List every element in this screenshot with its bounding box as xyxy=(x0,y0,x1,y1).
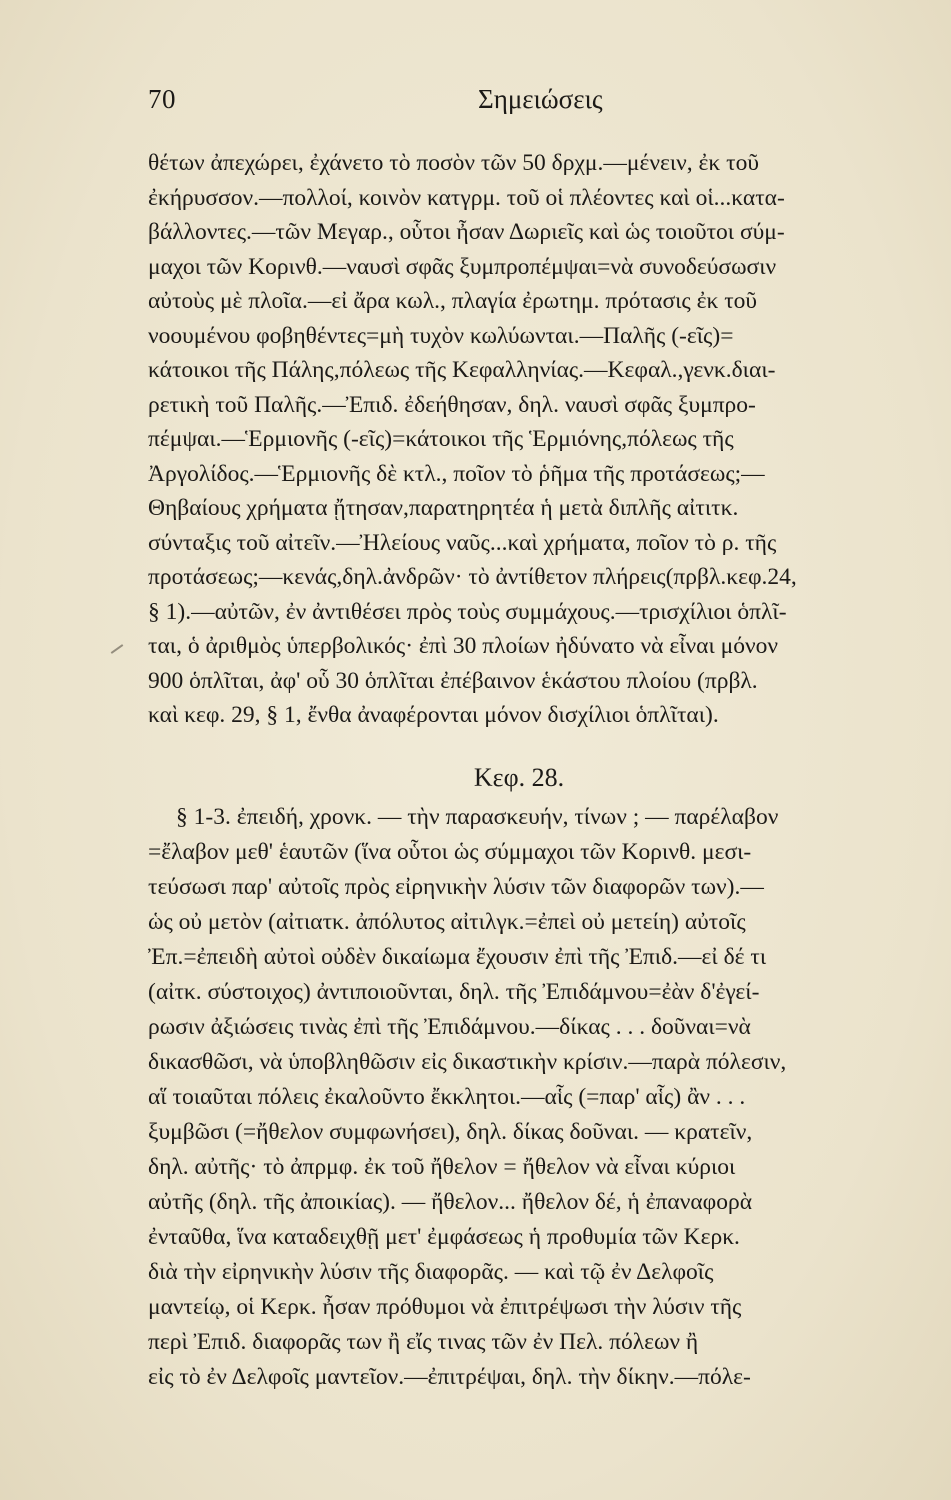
text-line: διὰ τὴν εἰρηνικὴν λύσιν τῆς διαφορᾶς. — καὶ τῷ ἐν Δελφοῖς xyxy=(148,1259,714,1285)
text-line: εἰς τὸ ἐν Δελφοῖς μαντεῖον.—ἐπιτρέψαι, δηλ. τὴν δίκην.—πόλε- xyxy=(148,1364,751,1390)
text-line: μαχοι τῶν Κορινθ.—ναυσὶ σφᾶς ξυμπροπέμψαι=νὰ συνοδεύσωσιν xyxy=(148,253,777,280)
text-line: ἐκήρυσσον.—πολλοί, κοινὸν κατγρμ. τοῦ οἱ πλέοντες καὶ οἱ...κατα- xyxy=(148,184,785,211)
text-line: ξυμβῶσι (=ἤθελον συμφωνήσει), δηλ. δίκας δοῦναι. — κρατεῖν, xyxy=(148,1119,753,1145)
text-line: νοουμένου φοβηθέντες=μὴ τυχὸν κωλύωνται.—Παλῆς (-εῖς)= xyxy=(148,322,734,349)
text-line: =ἔλαβον μεθ' ἑαυτῶν (ἵνα οὗτοι ὡς σύμμαχοι τῶν Κορινθ. μεσι- xyxy=(148,839,752,865)
text-line: δικασθῶσι, νὰ ὑποβληθῶσιν εἰς δικαστικὴν κρίσιν.—παρὰ πόλεσιν, xyxy=(148,1049,787,1075)
text-line: ρωσιν ἀξιώσεις τινὰς ἐπὶ τῆς Ἐπιδάμνου.—δίκας . . . δοῦναι=νὰ xyxy=(148,1014,751,1040)
text-line: πέμψαι.—Ἑρμιονῆς (-εῖς)=κάτοικοι τῆς Ἑρμιόνης,πόλεως τῆς xyxy=(148,426,734,452)
page-header xyxy=(148,84,890,124)
text-line: θέτων ἀπεχώρει, ἐχάνετο τὸ ποσὸν τῶν 50 δρχμ.—μένειν, ἐκ τοῦ xyxy=(148,150,759,176)
text-line: δηλ. αὐτῆς· τὸ ἀπρμφ. ἐκ τοῦ ἤθελον = ἤθελον νὰ εἶναι κύριοι xyxy=(148,1154,736,1180)
text-line: ρετικὴ τοῦ Παλῆς.—Ἐπιδ. ἐδεήθησαν, δηλ. ναυσὶ σφᾶς ξυμπρο- xyxy=(148,391,756,418)
text-line: αὐτοὺς μὲ πλοῖα.—εἰ ἄρα κωλ., πλαγία ἐρωτημ. πρότασις ἐκ τοῦ xyxy=(148,288,758,314)
text-line: αἵ τοιαῦται πόλεις ἐκαλοῦντο ἔκκλητοι.—αἷς (=παρ' αἷς) ἂν . . . xyxy=(148,1084,746,1110)
margin-mark xyxy=(111,644,124,654)
text-line: Ἀργολίδος.—Ἑρμιονῆς δὲ κτλ., ποῖον τὸ ῥῆμα τῆς προτάσεως;— xyxy=(148,460,765,487)
text-line: καὶ κεφ. 29, § 1, ἔνθα ἀναφέρονται μόνον δισχίλιοι ὁπλῖται). xyxy=(148,702,719,728)
text-line: περὶ Ἐπιδ. διαφορᾶς των ἢ εἴς τινας τῶν ἐν Πελ. πόλεων ἢ xyxy=(148,1329,699,1355)
text-line: προτάσεως;—κενάς,δηλ.ἀνδρῶν· τὸ ἀντίθετον πλήρεις(πρβλ.κεφ.24, xyxy=(148,564,797,590)
text-line: ἐνταῦθα, ἵνα καταδειχθῇ μετ' ἐμφάσεως ἡ προθυμία τῶν Κερκ. xyxy=(148,1224,740,1250)
text-line: ὡς οὐ μετὸν (αἰτιατκ. ἀπόλυτος αἰτιλγκ.=ἐπεὶ οὐ μετείη) αὐτοῖς xyxy=(148,909,746,935)
text-line: 900 ὁπλῖται, ἀφ' οὗ 30 ὁπλῖται ἐπέβαινον ἑκάστου πλοίου (πρβλ. xyxy=(148,667,758,694)
text-line: τεύσωσι παρ' αὐτοῖς πρὸς εἰρηνικὴν λύσιν τῶν διαφορῶν των).— xyxy=(148,874,764,900)
text-line: Ἐπ.=ἐπειδὴ αὐτοὶ οὐδὲν δικαίωμα ἔχουσιν ἐπὶ τῆς Ἐπιδ.—εἰ δέ τι xyxy=(148,944,767,970)
text-line: Θηβαίους χρήματα ᾔτησαν,παρατηρητέα ἡ μετὰ διπλῆς αἰτιτκ. xyxy=(148,495,739,521)
text-line: (αἰτκ. σύστοιχος) ἀντιποιοῦνται, δηλ. τῆς Ἐπιδάμνου=ἐὰν δ'ἐγεί- xyxy=(148,979,760,1005)
text-line: σύνταξις τοῦ αἰτεῖν.—Ἠλείους ναῦς...καὶ χρήματα, ποῖον τὸ ρ. τῆς xyxy=(148,529,777,556)
text-line: αὐτῆς (δηλ. τῆς ἀποικίας). — ἤθελον... ἤθελον δέ, ἡ ἐπαναφορὰ xyxy=(148,1189,753,1215)
page-number: 70 xyxy=(148,84,176,114)
text-line: κάτοικοι τῆς Πάλης,πόλεως τῆς Κεφαλληνίας.—Κεφαλ.,γενκ.διαι- xyxy=(148,357,776,383)
text-line: § 1-3. ἐπειδή, χρονκ. — τὴν παρασκευήν, τίνων ; — παρέλαβον xyxy=(176,804,779,830)
text-line: βάλλοντες.—τῶν Μεγαρ., οὗτοι ἦσαν Δωριεῖς καὶ ὡς τοιοῦτοι σύμ- xyxy=(148,219,785,245)
chapter-heading: Κεφ. 28. xyxy=(473,763,565,792)
text-line: μαντείῳ, οἱ Κερκ. ἦσαν πρόθυμοι νὰ ἐπιτρέψωσι τὴν λύσιν τῆς xyxy=(148,1294,742,1320)
text-line: ται, ὁ ἀριθμὸς ὑπερβολικός· ἐπὶ 30 πλοίων ἠδύνατο νὰ εἶναι μόνον xyxy=(148,633,779,659)
text-line: § 1).—αὐτῶν, ἐν ἀντιθέσει πρὸς τοὺς συμμάχους.—τρισχίλιοι ὁπλῖ- xyxy=(148,598,787,625)
running-title: Σημειώσεις xyxy=(478,84,603,114)
